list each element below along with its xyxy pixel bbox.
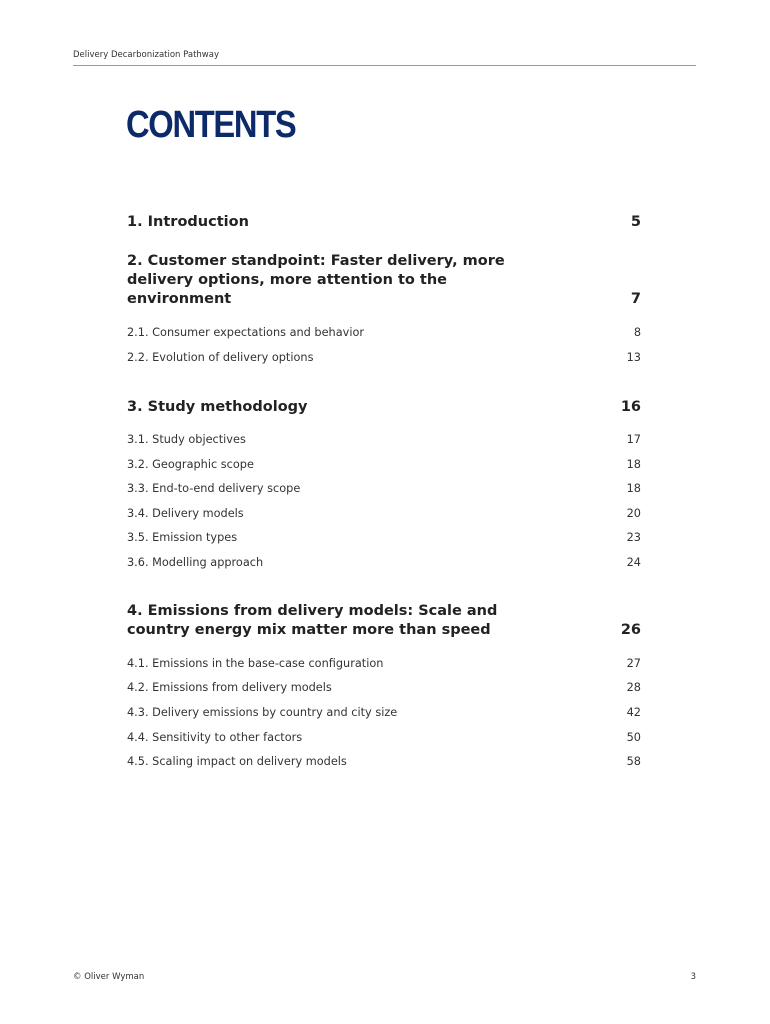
toc-item-label: 3.5. Emission types	[127, 531, 238, 544]
toc-item-page: 28	[626, 681, 641, 694]
toc-item[interactable]	[127, 326, 641, 340]
toc-item[interactable]	[127, 681, 641, 695]
toc-item-page: 13	[626, 351, 641, 364]
toc-item-page: 23	[626, 531, 641, 544]
toc-item[interactable]	[127, 507, 641, 521]
toc-section-study-methodology[interactable]	[127, 397, 641, 417]
toc-item-label: 4.3. Delivery emissions by country and city size	[127, 706, 398, 719]
toc-section-introduction[interactable]	[127, 212, 641, 232]
toc-section-customer-standpoint[interactable]	[127, 253, 641, 309]
toc-item[interactable]	[127, 731, 641, 745]
toc-item-label: 4.2. Emissions from delivery models	[127, 681, 332, 694]
footer-page-number: 3	[690, 972, 696, 982]
toc-section-page: 26	[620, 622, 641, 638]
toc-item-page: 27	[626, 657, 641, 670]
header-title: Delivery Decarbonization Pathway	[73, 50, 219, 60]
toc-item-label: 3.6. Modelling approach	[127, 556, 264, 569]
toc-section-emissions[interactable]	[127, 602, 641, 640]
toc-item-page: 58	[626, 755, 641, 768]
toc-section-page: 16	[620, 399, 641, 415]
toc-item-page: 18	[626, 482, 641, 495]
toc-item-label: 4.1. Emissions in the base-case configuration	[127, 657, 384, 670]
toc-item[interactable]	[127, 657, 641, 671]
toc-section-label: 2. Customer standpoint: Faster delivery, more delivery options, more attention to the environment	[127, 253, 505, 307]
toc-item-page: 24	[626, 556, 641, 569]
toc-item[interactable]	[127, 482, 641, 496]
toc-item[interactable]	[127, 706, 641, 720]
toc-item-label: 2.1. Consumer expectations and behavior	[127, 326, 365, 339]
toc-section-label: 1. Introduction	[127, 214, 249, 230]
toc-item-label: 3.1. Study objectives	[127, 433, 246, 446]
toc-section-label: 3. Study methodology	[127, 399, 308, 415]
toc-item[interactable]	[127, 531, 641, 545]
toc-item[interactable]	[127, 351, 641, 365]
toc-item-page: 18	[626, 458, 641, 471]
toc-item-label: 3.4. Delivery models	[127, 507, 244, 520]
toc-item-label: 4.5. Scaling impact on delivery models	[127, 755, 347, 768]
toc-section-page: 7	[630, 291, 641, 307]
toc-item-label: 3.3. End-to-end delivery scope	[127, 482, 301, 495]
toc-item-label: 4.4. Sensitivity to other factors	[127, 731, 303, 744]
toc-item-page: 42	[626, 706, 641, 719]
toc-item-label: 2.2. Evolution of delivery options	[127, 351, 314, 364]
toc-item-page: 50	[626, 731, 641, 744]
footer-copyright: © Oliver Wyman	[73, 972, 145, 982]
toc-item[interactable]	[127, 458, 641, 472]
toc-item-page: 17	[626, 433, 641, 446]
toc-item-page: 8	[633, 326, 641, 339]
page-title: CONTENTS	[126, 104, 296, 146]
toc-item[interactable]	[127, 433, 641, 447]
page-header	[73, 50, 696, 66]
toc-section-label: 4. Emissions from delivery models: Scale and country energy mix matter more than speed	[127, 603, 498, 638]
toc-item[interactable]	[127, 755, 641, 769]
toc-item[interactable]	[127, 556, 641, 570]
toc-item-label: 3.2. Geographic scope	[127, 458, 254, 471]
toc-section-page: 5	[630, 214, 641, 230]
toc-item-page: 20	[626, 507, 641, 520]
